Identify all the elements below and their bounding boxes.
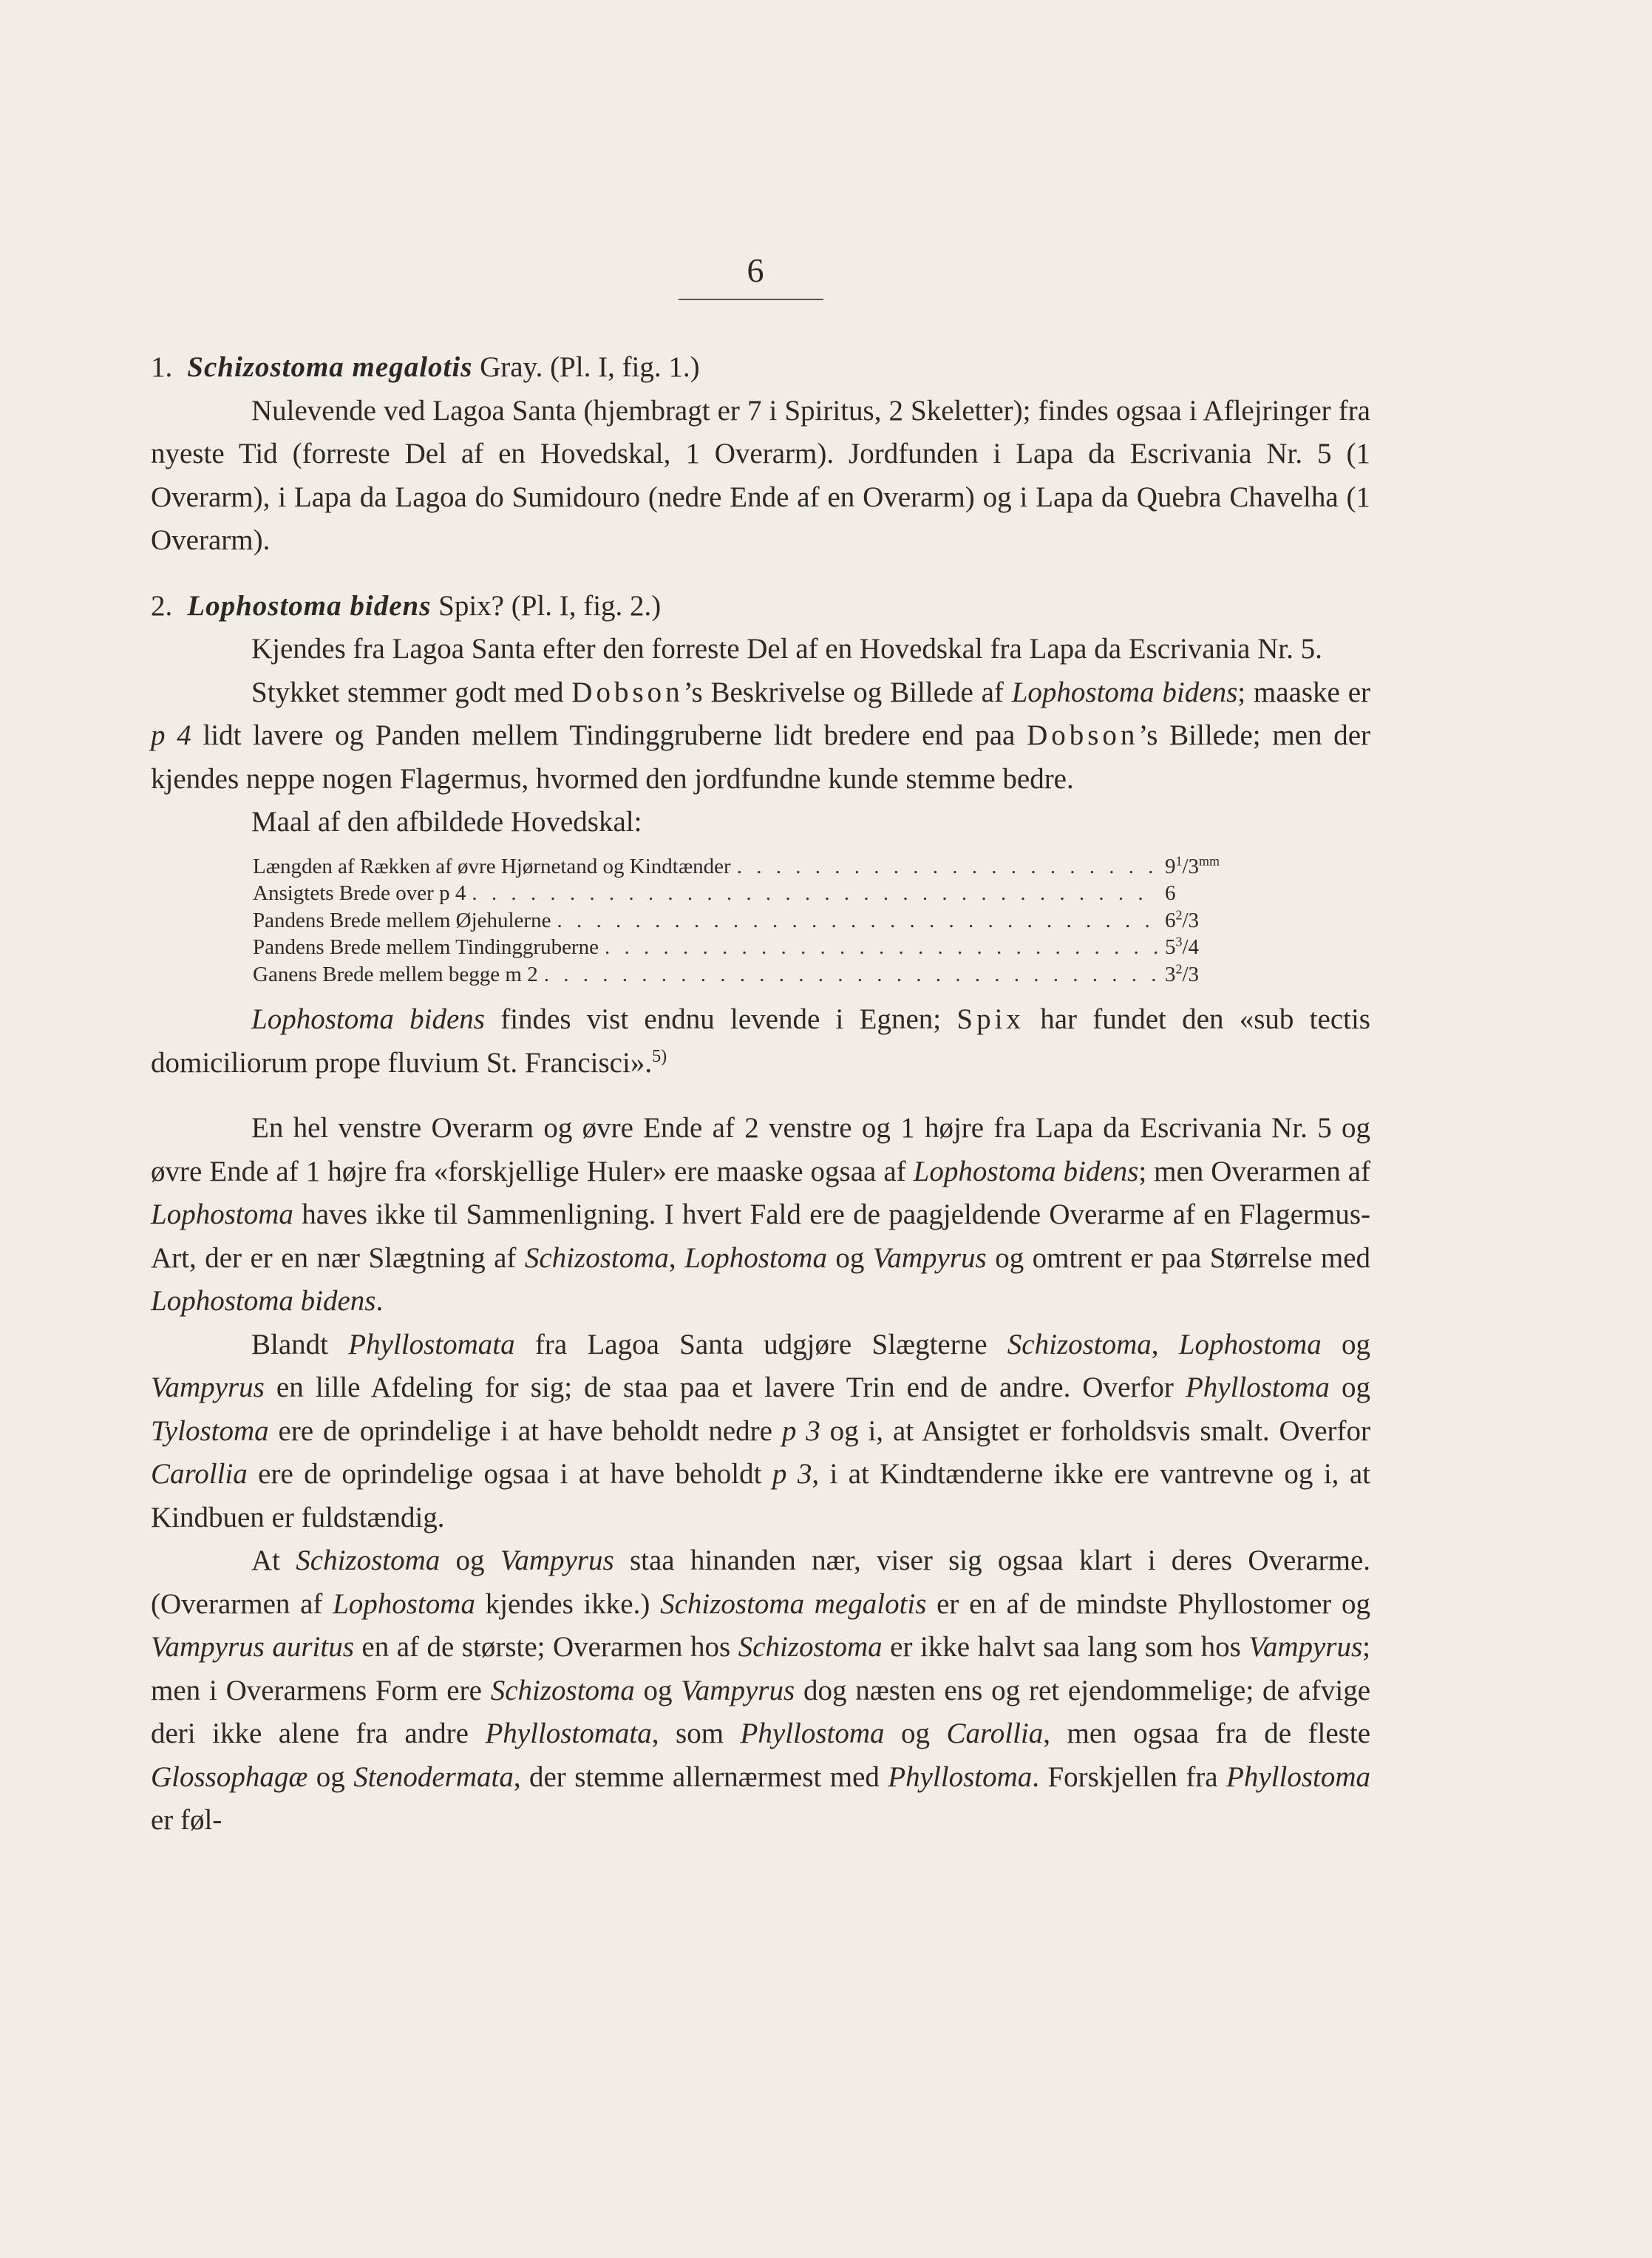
paragraph-5: En hel venstre Overarm og øvre Ende af 2 venstre og 1 højre fra Lapa da Escrivania Nr. 5 og øvre Ende af 1 højre fra «forskjellige Huler» ere maaske ogsaa af Lophostoma bidens; men Overarmen af Lophostoma haves ikke til Sammenligning. I hvert Fald ere de paagjeldende Overarme af en Flagermus-Art, der er en nær Slægtning af Schizostoma, Lophostoma og Vampyrus og omtrent er paa Størrelse med Lophostoma bidens. (151, 1112, 1370, 1317)
text-run: lidt lavere og Panden mellem Tindinggruberne lidt bredere end paa (191, 719, 1027, 751)
measurement-row (253, 961, 1228, 989)
leader-dots (472, 880, 1159, 907)
measurement-row (253, 853, 1228, 881)
measurement-label: Længden af Rækken af øvre Hjørnetand og Kindtænder (253, 854, 731, 878)
species-name: Lophostoma bidens (187, 589, 432, 622)
text-run: findes vist endnu levende i Egnen; (484, 1003, 957, 1035)
species-italic: Lophostoma bidens (1011, 676, 1238, 708)
measurement-table (253, 853, 1228, 989)
measurement-label: Ganens Brede mellem begge m 2 (253, 962, 538, 986)
measurement-row (253, 880, 1228, 907)
leader-dots (557, 907, 1159, 935)
leader-dots (737, 853, 1159, 881)
page-number-rule (679, 299, 823, 300)
entry-1-paragraph: Nulevende ved Lagoa Santa (hjembragt er 7 i Spiritus, 2 Skeletter); findes ogsaa i Aflejringer fra nyeste Tid (forreste Del af en Hovedskal, 1 Overarm). Jordfunden i Lapa da Escrivania Nr. 5 (1 Overarm), i Lapa da Lagoa do Sumidouro (nedre Ende af en Overarm) og i Lapa da Quebra Chavelha (1 Overarm). (151, 394, 1370, 556)
entry-number: 1. (151, 351, 173, 383)
paragraph-7: At Schizostoma og Vampyrus staa hinanden nær, viser sig ogsaa klart i deres Overarme. (Overarmen af Lophostoma kjendes ikke.) Schizostoma megalotis er en af de mindste Phyllostomer og Vampyrus auritus en af de største; Overarmen hos Schizostoma er ikke halvt saa lang som hos Vampyrus; men i Overarmens Form ere Schizostoma og Vampyrus dog næsten ens og ret ejendommelige; de afvige deri ikke alene fra andre Phyllostomata, som Phyllostoma og Carollia, men ogsaa fra de fleste Glossophagæ og Stenodermata, der stemme allernærmest med Phyllostoma. Forskjellen fra Phyllostoma er føl- (151, 1545, 1371, 1836)
measurement-value: 6 (1165, 881, 1176, 905)
author-name: Dobson (571, 676, 684, 708)
text-run: Stykket stemmer godt med (251, 676, 572, 708)
species-name: Schizostoma megalotis (187, 351, 473, 383)
measurement-value: $3^2/3$ (1165, 960, 1200, 986)
measurement-row (253, 907, 1228, 935)
entry-2-paragraph-1: Kjendes fra Lagoa Santa efter den forreste Del af en Hovedskal fra Lapa da Escrivania Nr. 5. (251, 633, 1322, 665)
paragraph-6: Blandt Phyllostomata fra Lagoa Santa udgjøre Slægterne Schizostoma, Lophostoma og Vampyrus en lille Afdeling for sig; de staa paa et lavere Trin end de andre. Overfor Phyllostoma og Tylostoma ere de oprindelige i at have beholdt nedre p 3 og i, at Ansigtet er forholdsvis smalt. Overfor Carollia ere de oprindelige ogsaa i at have beholdt p 3, i at Kindtænderne ikke ere vantrevne og i, at Kindbuen er fuldstændig. (151, 1328, 1371, 1533)
entry-heading-rest: Spix? (Pl. I, fig. 2.) (431, 589, 662, 622)
author-name: Spix (956, 1003, 1024, 1035)
document-body (151, 346, 1370, 1842)
measurement-row (253, 934, 1228, 961)
entry-2-heading (151, 585, 1370, 628)
measurement-label: Ansigtets Brede over p 4 (253, 881, 466, 905)
measurement-value: $6^2/3$ (1165, 906, 1200, 932)
measurement-value: $9^1/3^{mm}$ (1165, 852, 1220, 878)
tooth-ref: p 4 (151, 719, 191, 751)
species-italic: Lophostoma bidens (251, 1003, 485, 1035)
text-run: har fundet den «sub tectis domiciliorum prope fluvium St. Francisci». (151, 1003, 1370, 1079)
text-run: ’s Billede; men der kjendes neppe nogen Flagermus, hvormed den jordfundne kunde stemme bedre. (151, 719, 1371, 795)
entry-2-paragraph-2 (151, 671, 1370, 801)
entry-heading-rest: Gray. (Pl. I, fig. 1.) (472, 351, 700, 383)
measurement-label: Pandens Brede mellem Tindinggruberne (253, 935, 599, 959)
entry-1-heading (151, 346, 1370, 390)
entry-number: 2. (151, 589, 173, 622)
footnote-marker: 5) (652, 1045, 667, 1066)
text-run: ; maaske er (1237, 676, 1370, 708)
entry-2-paragraph-4 (151, 998, 1370, 1085)
measurement-label: Pandens Brede mellem Øjehulerne (253, 908, 551, 932)
leader-dots (605, 934, 1159, 961)
page-number: 6 (747, 251, 764, 289)
entry-2-paragraph-3: Maal af den afbildede Hovedskal: (251, 806, 642, 838)
author-name: Dobson (1027, 719, 1139, 751)
text-run: ’s Beskrivelse og Billede af (683, 676, 1012, 708)
leader-dots (544, 961, 1159, 989)
measurement-value: $5^3/4$ (1165, 934, 1200, 959)
